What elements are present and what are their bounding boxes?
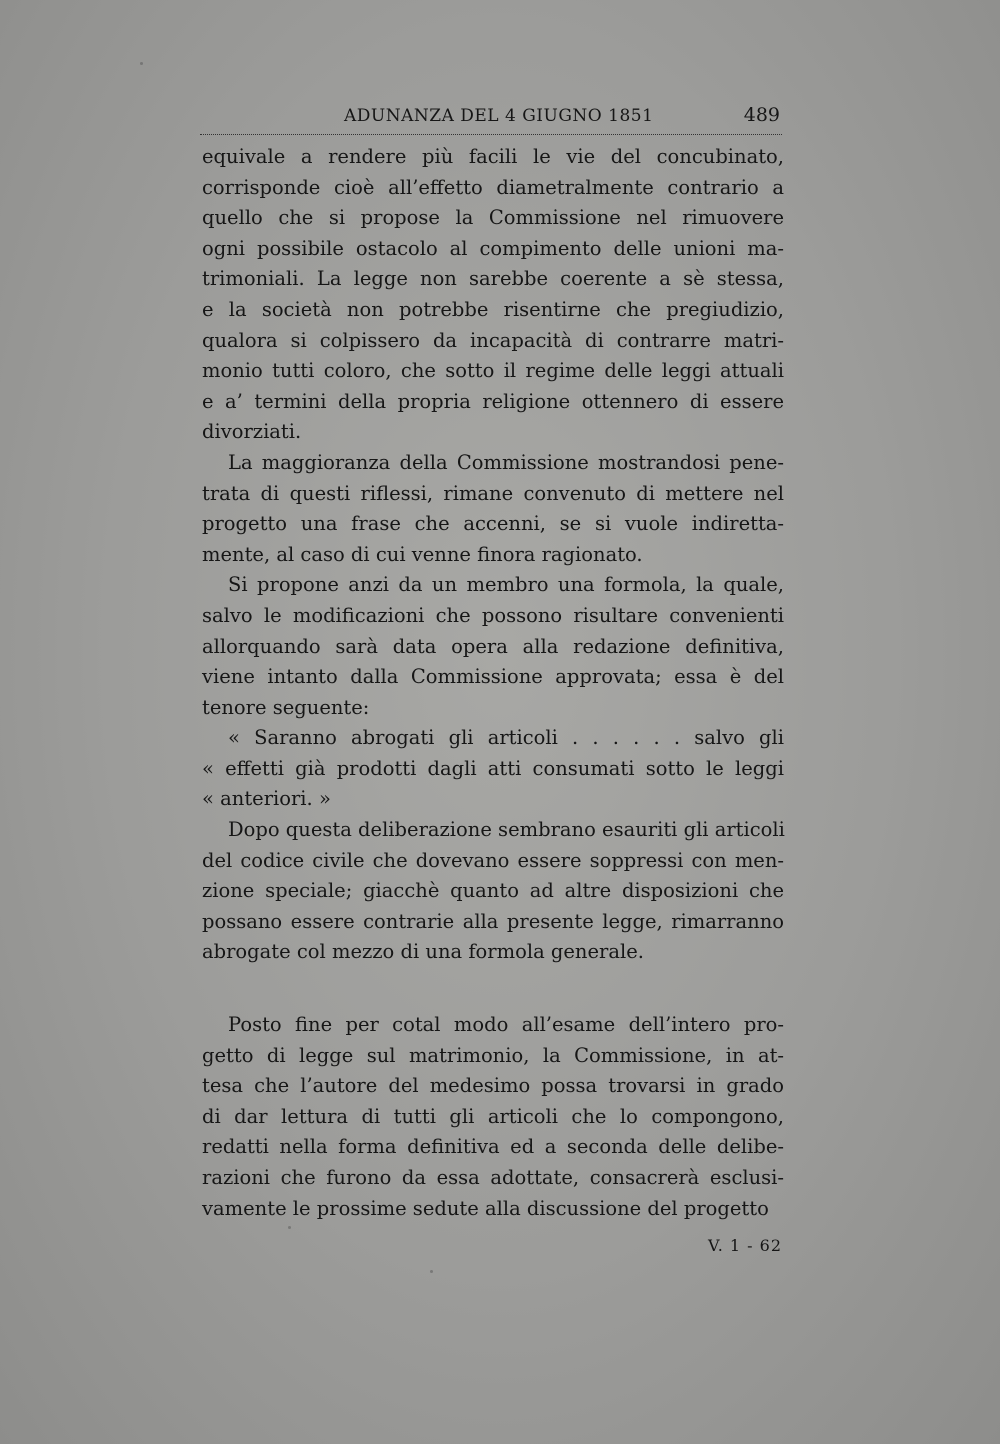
paragraph <box>202 448 784 570</box>
text-line: ogni possibile ostacolo al compimento delle unioni ma- <box>202 236 784 260</box>
page-number: 489 <box>743 104 780 126</box>
text-line: e a’ termini della propria religione ottennero di essere <box>202 389 784 413</box>
text-line: zione speciale; giacchè quanto ad altre disposizioni che <box>202 879 784 903</box>
text-line: La maggioranza della Commissione mostrandosi pene- <box>228 450 784 474</box>
text-line: divorziati. <box>202 420 302 444</box>
text-line: Posto fine per cotal modo all’esame dell’intero pro- <box>228 1013 784 1037</box>
paragraph <box>202 723 784 815</box>
paper-speck <box>140 62 143 65</box>
text-line: e la società non potrebbe risentirne che pregiudizio, <box>202 297 784 321</box>
text-line: monio tutti coloro, che sotto il regime delle leggi attuali <box>202 359 784 383</box>
text-line: getto di legge sul matrimonio, la Commissione, in at- <box>202 1043 784 1067</box>
text-line: redatti nella forma definitiva ed a seconda delle delibe- <box>202 1135 784 1159</box>
text-line: possano essere contrarie alla presente legge, rimarranno <box>202 909 784 933</box>
text-line: del codice civile che dovevano essere soppressi con men- <box>202 848 784 872</box>
paper-speck <box>288 1226 291 1229</box>
text-line: di dar lettura di tutti gli articoli che lo compongono, <box>202 1104 784 1128</box>
text-line: allorquando sarà data opera alla redazione definitiva, <box>202 634 784 658</box>
text-line: trata di questi riflessi, rimane convenuto di mettere nel <box>202 481 784 505</box>
text-line: vamente le prossime sedute alla discussione del progetto <box>202 1196 769 1220</box>
section-gap <box>202 968 784 1010</box>
text-line: mente, al caso di cui venne finora ragionato. <box>202 542 643 566</box>
text-line: « effetti già prodotti dagli atti consumati sotto le leggi <box>202 756 784 780</box>
text-line: corrisponde cioè all’effetto diametralmente contrario a <box>202 175 784 199</box>
text-line: quello che si propose la Commissione nel rimuovere <box>202 206 784 230</box>
text-line: « Saranno abrogati gli articoli . . . . . . salvo gli <box>228 726 784 750</box>
text-line: qualora si colpissero da incapacità di contrarre matri- <box>202 328 784 352</box>
text-line: progetto una frase che accenni, se si vuole indiretta- <box>202 512 784 536</box>
text-line: tenore seguente: <box>202 695 370 719</box>
paragraph <box>202 815 784 968</box>
paper-speck <box>430 1270 433 1273</box>
text-line: equivale a rendere più facili le vie del concubinato, <box>202 145 784 168</box>
text-line: abrogate col mezzo di una formola generale. <box>202 940 644 964</box>
paragraph <box>202 570 784 723</box>
text-line: « anteriori. » <box>202 787 331 811</box>
text-line: trimoniali. La legge non sarebbe coerente a sè stessa, <box>202 267 784 291</box>
body-text <box>202 142 784 1224</box>
text-line: salvo le modificazioni che possono risultare convenienti <box>202 603 784 627</box>
text-line: Dopo questa deliberazione sembrano esauriti gli articoli <box>228 818 785 842</box>
running-title: ADUNANZA DEL 4 GIUGNO 1851 <box>344 106 654 126</box>
paragraph <box>202 142 784 448</box>
paragraph <box>202 1010 784 1224</box>
printer-signature-mark: V. 1 - 62 <box>707 1236 782 1255</box>
text-line: Si propone anzi da un membro una formola, la quale, <box>228 573 784 597</box>
text-line: viene intanto dalla Commissione approvata; essa è del <box>202 665 784 689</box>
running-header <box>200 100 782 135</box>
text-line: tesa che l’autore del medesimo possa trovarsi in grado <box>202 1074 784 1098</box>
text-line: razioni che furono da essa adottate, consacrerà esclusi- <box>202 1166 784 1189</box>
